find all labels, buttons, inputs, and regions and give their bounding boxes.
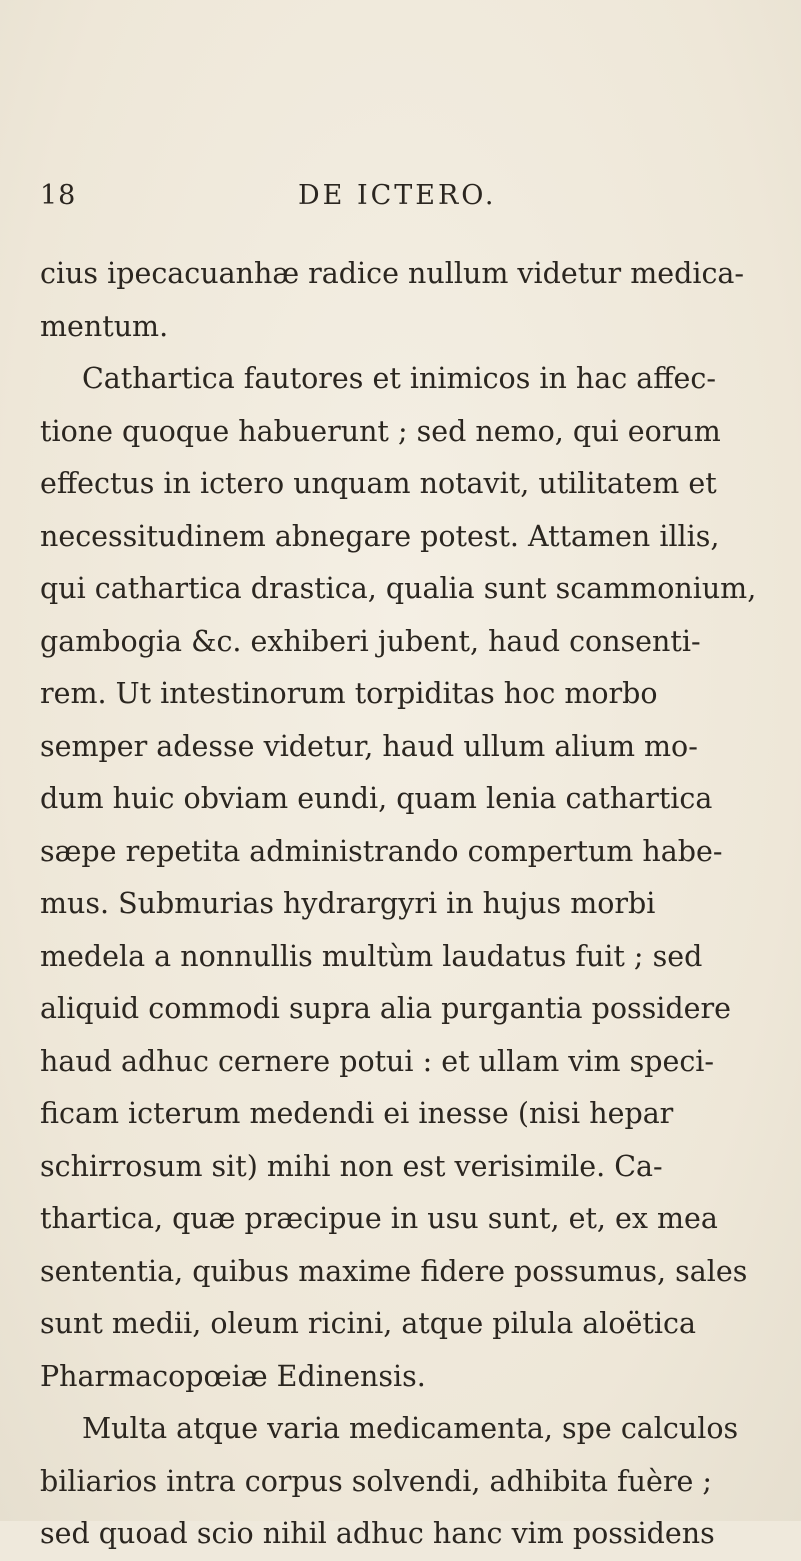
text-line: thartica, quæ præcipue in usu sunt, et, ex mea — [40, 1202, 718, 1235]
text-line: mentum. — [40, 309, 169, 343]
text-line: effectus in ictero unquam notavit, utilitatem et — [40, 467, 717, 500]
text-line: mus. Submurias hydrargyri in hujus morbi — [40, 887, 656, 920]
text-line: tione quoque habuerunt ; sed nemo, qui eorum — [40, 414, 721, 448]
text-line: aliquid commodi supra alia purgantia possidere — [40, 992, 731, 1025]
text-line: biliarios intra corpus solvendi, adhibita fuère ; — [40, 1464, 712, 1498]
page-number: 18 — [40, 180, 77, 211]
text-line: semper adesse videtur, haud ullum alium mo- — [40, 729, 698, 763]
text-line: sententia, quibus maxime fidere possumus, sales — [40, 1254, 748, 1288]
text-line: dum huic obviam eundi, quam lenia cathartica — [40, 782, 713, 815]
text-line: necessitudinem abnegare potest. Attamen illis, — [40, 519, 720, 553]
text-line: rem. Ut intestinorum torpiditas hoc morbo — [40, 677, 658, 710]
text-line: gambogia &c. exhiberi jubent, haud consenti- — [40, 624, 701, 658]
text-line: Pharmacopœiæ Edinensis. — [40, 1359, 426, 1393]
text-line: cius ipecacuanhæ radice nullum videtur medica- — [40, 257, 745, 290]
text-line: sæpe repetita administrando compertum habe- — [40, 834, 723, 868]
text-line: haud adhuc cernere potui : et ullam vim speci- — [40, 1044, 715, 1078]
text-line: Cathartica fautores et inimicos in hac affec- — [82, 362, 716, 395]
text-line: schirrosum sit) mihi non est verisimile. Ca- — [40, 1149, 663, 1183]
text-line: medela a nonnullis multùm laudatus fuit ; sed — [40, 939, 703, 973]
text-line: Multa atque varia medicamenta, spe calculos — [82, 1412, 739, 1445]
text-line: ficam icterum medendi ei inesse (nisi hepar — [40, 1097, 674, 1130]
running-title: DE ICTERO. — [298, 180, 497, 211]
text-line: sunt medii, oleum ricini, atque pilula aloëtica — [40, 1307, 696, 1340]
page-header — [40, 180, 760, 220]
body-text — [40, 248, 764, 1561]
text-line: sed quoad scio nihil adhuc hanc vim possidens — [40, 1517, 715, 1550]
text-line: qui cathartica drastica, qualia sunt scammonium, — [40, 572, 757, 605]
